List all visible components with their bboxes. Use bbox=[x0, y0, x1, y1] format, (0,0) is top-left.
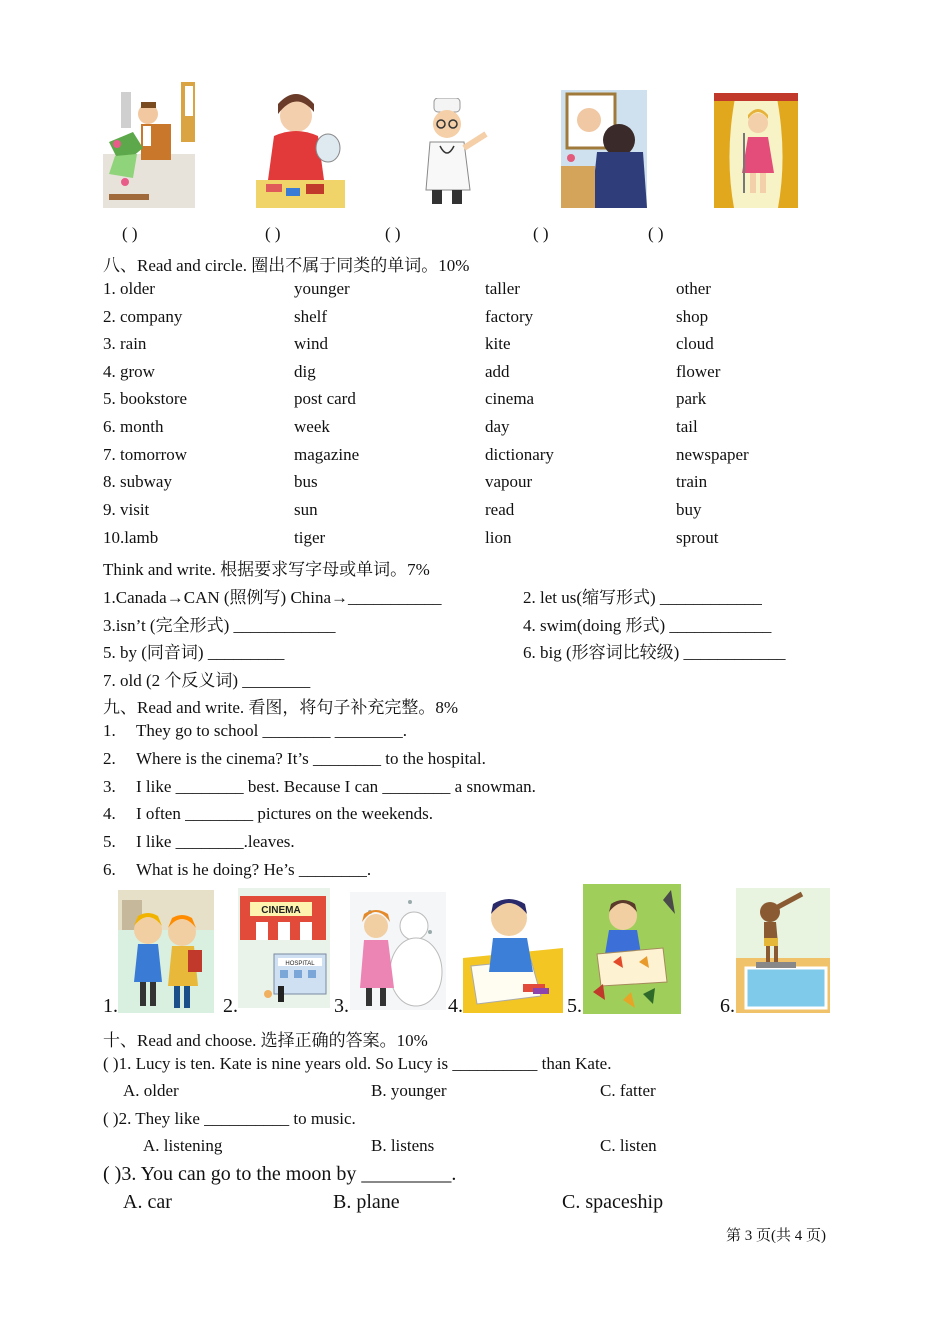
word-cell[interactable]: magazine bbox=[294, 445, 360, 464]
option-a[interactable]: A. listening bbox=[143, 1136, 223, 1155]
sentence-text[interactable]: I like ________.leaves. bbox=[136, 832, 295, 851]
word-cell[interactable]: 7. tomorrow bbox=[103, 445, 188, 464]
picture-girl-snowman bbox=[350, 892, 446, 1010]
word-cell[interactable]: 4. grow bbox=[103, 362, 155, 381]
think-write-item-4[interactable]: 4. swim(doing 形式) ____________ bbox=[523, 616, 772, 635]
think-write-item-5[interactable]: 5. by (同音词) _________ bbox=[103, 643, 285, 662]
word-cell[interactable]: vapour bbox=[485, 472, 533, 491]
picture-number-6: 6. bbox=[720, 995, 735, 1017]
word-cell[interactable]: wind bbox=[294, 334, 328, 353]
word-cell[interactable]: cinema bbox=[485, 389, 535, 408]
word-cell[interactable]: kite bbox=[485, 334, 511, 353]
picture-florist bbox=[103, 82, 195, 208]
word-cell[interactable]: shelf bbox=[294, 307, 328, 326]
picture-boy-diving bbox=[736, 888, 830, 1013]
cinema-sign: CINEMA bbox=[261, 905, 301, 916]
sentence-number: 3. bbox=[103, 777, 116, 796]
word-cell[interactable]: sprout bbox=[676, 528, 719, 547]
word-cell[interactable]: dig bbox=[294, 362, 316, 381]
option-c[interactable]: C. spaceship bbox=[562, 1191, 664, 1213]
option-c[interactable]: C. fatter bbox=[600, 1081, 656, 1100]
picture-number-2: 2. bbox=[223, 995, 238, 1017]
section-9-title: 九、Read and write. 看图，将句子补充完整。8% bbox=[103, 698, 459, 717]
option-b[interactable]: B. plane bbox=[333, 1191, 400, 1213]
word-cell[interactable]: 10.lamb bbox=[103, 528, 159, 547]
sentence-number: 2. bbox=[103, 749, 116, 768]
sentence-text[interactable]: I often ________ pictures on the weekends. bbox=[136, 804, 433, 823]
sentence-number: 6. bbox=[103, 860, 116, 879]
section-10-title: 十、Read and choose. 选择正确的答案。10% bbox=[103, 1031, 428, 1050]
word-cell[interactable]: 1. older bbox=[103, 279, 155, 298]
word-cell[interactable]: 8. subway bbox=[103, 472, 172, 491]
word-cell[interactable]: dictionary bbox=[485, 445, 554, 464]
word-cell[interactable]: 2. company bbox=[103, 307, 183, 326]
word-cell[interactable]: buy bbox=[676, 500, 702, 519]
word-cell[interactable]: park bbox=[676, 389, 707, 408]
think-write-item-2[interactable]: 2. let us(缩写形式) ____________ bbox=[523, 588, 762, 607]
word-cell[interactable]: 6. month bbox=[103, 417, 164, 436]
page-footer: 第 3 页(共 4 页) bbox=[726, 1228, 826, 1244]
picture-woman-mirror bbox=[561, 90, 647, 208]
word-cell[interactable]: other bbox=[676, 279, 711, 298]
picture-woman-washing bbox=[256, 88, 345, 208]
option-a[interactable]: A. older bbox=[123, 1081, 179, 1100]
sentence-number: 4. bbox=[103, 804, 116, 823]
picture-doctor bbox=[416, 98, 494, 208]
picture-cinema-hospital bbox=[238, 888, 330, 1008]
word-cell[interactable]: shop bbox=[676, 307, 709, 326]
word-cell[interactable]: taller bbox=[485, 279, 520, 298]
question-1[interactable]: ( )1. Lucy is ten. Kate is nine years old. So Lucy is __________ than Kate. bbox=[103, 1054, 612, 1073]
sentence-text[interactable]: Where is the cinema? It’s ________ to the hospital. bbox=[136, 749, 486, 768]
picture-boy-drawing bbox=[463, 888, 563, 1013]
word-cell[interactable]: sun bbox=[294, 500, 318, 519]
think-write-item-1[interactable]: 1.Canada→CAN (照例写) China→___________ bbox=[103, 588, 442, 607]
picture-singer bbox=[714, 93, 798, 208]
sentence-number: 1. bbox=[103, 721, 116, 740]
picture-number-4: 4. bbox=[448, 995, 463, 1017]
word-cell[interactable]: week bbox=[294, 417, 330, 436]
sentence-number: 5. bbox=[103, 832, 116, 851]
option-b[interactable]: B. younger bbox=[371, 1081, 447, 1100]
word-cell[interactable]: add bbox=[485, 362, 510, 381]
word-cell[interactable]: train bbox=[676, 472, 708, 491]
word-cell[interactable]: factory bbox=[485, 307, 534, 326]
answer-bracket-5[interactable]: ( ) bbox=[648, 224, 664, 243]
answer-bracket-4[interactable]: ( ) bbox=[533, 224, 549, 243]
question-3[interactable]: ( )3. You can go to the moon by _________. bbox=[103, 1163, 457, 1185]
think-write-item-3[interactable]: 3.isn’t (完全形式) ____________ bbox=[103, 616, 336, 635]
word-cell[interactable]: newspaper bbox=[676, 445, 749, 464]
option-b[interactable]: B. listens bbox=[371, 1136, 435, 1155]
section-8-title: 八、Read and circle. 圈出不属于同类的单词。10% bbox=[103, 256, 470, 275]
answer-bracket-2[interactable]: ( ) bbox=[265, 224, 281, 243]
picture-number-5: 5. bbox=[567, 995, 582, 1017]
answer-bracket-1[interactable]: ( ) bbox=[122, 224, 138, 243]
sentence-text[interactable]: What is he doing? He’s ________. bbox=[136, 860, 372, 879]
word-cell[interactable]: 9. visit bbox=[103, 500, 150, 519]
picture-boy-leaves bbox=[583, 884, 681, 1014]
option-c[interactable]: C. listen bbox=[600, 1136, 657, 1155]
word-cell[interactable]: flower bbox=[676, 362, 721, 381]
word-cell[interactable]: tail bbox=[676, 417, 698, 436]
word-cell[interactable]: tiger bbox=[294, 528, 326, 547]
word-cell[interactable]: bus bbox=[294, 472, 318, 491]
picture-number-3: 3. bbox=[334, 995, 349, 1017]
picture-kids-walking-to-school bbox=[118, 890, 214, 1013]
option-a[interactable]: A. car bbox=[123, 1191, 172, 1213]
word-cell[interactable]: younger bbox=[294, 279, 350, 298]
think-write-item-7[interactable]: 7. old (2 个反义词) ________ bbox=[103, 671, 311, 690]
word-cell[interactable]: day bbox=[485, 417, 510, 436]
word-cell[interactable]: 3. rain bbox=[103, 334, 147, 353]
word-cell[interactable]: lion bbox=[485, 528, 512, 547]
picture-number-1: 1. bbox=[103, 995, 118, 1017]
word-cell[interactable]: post card bbox=[294, 389, 356, 408]
think-write-item-6[interactable]: 6. big (形容词比较级) ____________ bbox=[523, 643, 786, 662]
sentence-text[interactable]: They go to school ________ ________. bbox=[136, 721, 408, 740]
question-2[interactable]: ( )2. They like __________ to music. bbox=[103, 1109, 356, 1128]
sentence-text[interactable]: I like ________ best. Because I can ________ a snowman. bbox=[136, 777, 536, 796]
word-cell[interactable]: 5. bookstore bbox=[103, 389, 188, 408]
word-cell[interactable]: cloud bbox=[676, 334, 714, 353]
think-write-title: Think and write. 根据要求写字母或单词。7% bbox=[103, 560, 430, 579]
answer-bracket-3[interactable]: ( ) bbox=[385, 224, 401, 243]
hospital-sign: HOSPITAL bbox=[285, 961, 315, 967]
word-cell[interactable]: read bbox=[485, 500, 515, 519]
